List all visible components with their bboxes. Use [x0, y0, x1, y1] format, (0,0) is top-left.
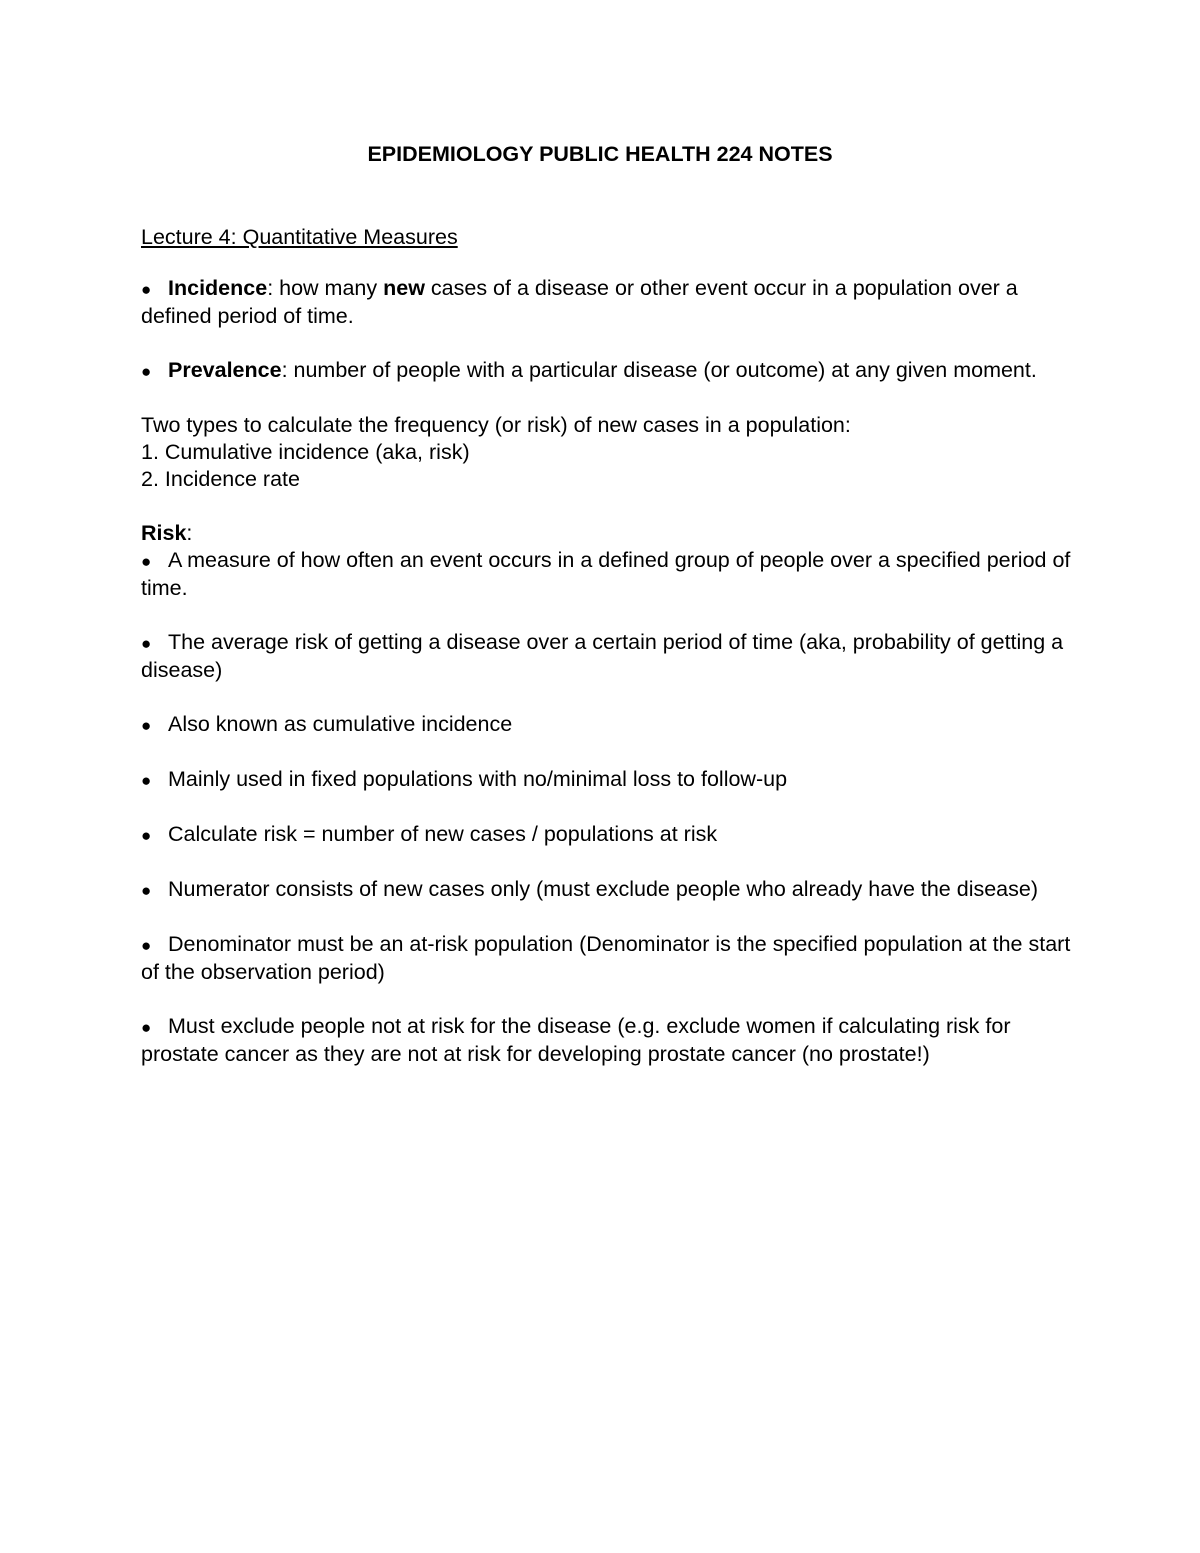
- risk-heading-term: Risk: [141, 521, 187, 545]
- risk-bullet: [141, 629, 1071, 684]
- types-item-2: 2. Incidence rate: [141, 467, 300, 491]
- types-item-1: 1. Cumulative incidence (aka, risk): [141, 440, 470, 464]
- risk-heading-colon: :: [186, 521, 193, 545]
- risk-bullet-text: Mainly used in fixed populations with no/minimal loss to follow-up: [168, 767, 788, 791]
- bullet-icon: ●: [141, 826, 152, 845]
- risk-heading: [141, 520, 1071, 547]
- risk-bullet-text: The average risk of getting a disease over a certain period of time (aka, probability of getting a disease): [141, 630, 1064, 682]
- incidence-definition: [141, 275, 1071, 330]
- bullet-icon: ●: [141, 1018, 152, 1037]
- bullet-icon: ●: [141, 936, 152, 955]
- bullet-icon: ●: [141, 716, 152, 735]
- risk-bullet: [141, 766, 1071, 794]
- risk-bullet: [141, 547, 1071, 602]
- risk-bullet-text: Denominator must be an at-risk population (Denominator is the specified population at the start of the observation period): [141, 932, 1071, 984]
- document-content: [141, 141, 1071, 1095]
- lecture-heading: Lecture 4: Quantitative Measures: [141, 225, 458, 249]
- risk-bullet: [141, 931, 1071, 986]
- risk-bullet-text: Calculate risk = number of new cases / populations at risk: [168, 822, 718, 846]
- document-title: EPIDEMIOLOGY PUBLIC HEALTH 224 NOTES: [367, 142, 833, 166]
- risk-bullet: [141, 876, 1071, 904]
- risk-bullet: [141, 821, 1071, 849]
- risk-bullet: [141, 1013, 1071, 1068]
- incidence-emphasis: new: [383, 276, 425, 300]
- prevalence-definition: [141, 357, 1071, 385]
- types-intro: Two types to calculate the frequency (or risk) of new cases in a population:: [141, 413, 851, 437]
- risk-bullet-text: Must exclude people not at risk for the disease (e.g. exclude women if calculating risk for prostate cancer as they are not at risk for developing prostate cancer (no prostate!): [141, 1014, 1011, 1066]
- incidence-text-b: cases of a disease or other event occur in a population over a defined period of time.: [141, 276, 1018, 328]
- risk-bullet-text: Also known as cumulative incidence: [168, 712, 513, 736]
- bullet-icon: ●: [141, 634, 152, 653]
- incidence-text-a: : how many: [267, 276, 384, 300]
- bullet-icon: ●: [141, 881, 152, 900]
- risk-bullet: [141, 711, 1071, 739]
- incidence-term: Incidence: [168, 276, 268, 300]
- bullet-icon: ●: [141, 362, 152, 381]
- bullet-icon: ●: [141, 552, 152, 571]
- risk-bullet-text: Numerator consists of new cases only (must exclude people who already have the disease): [168, 877, 1039, 901]
- bullet-icon: ●: [141, 280, 152, 299]
- bullet-icon: ●: [141, 771, 152, 790]
- prevalence-text: : number of people with a particular disease (or outcome) at any given moment.: [281, 358, 1037, 382]
- prevalence-term: Prevalence: [168, 358, 282, 382]
- risk-bullet-text: A measure of how often an event occurs in a defined group of people over a specified period of time.: [141, 548, 1071, 600]
